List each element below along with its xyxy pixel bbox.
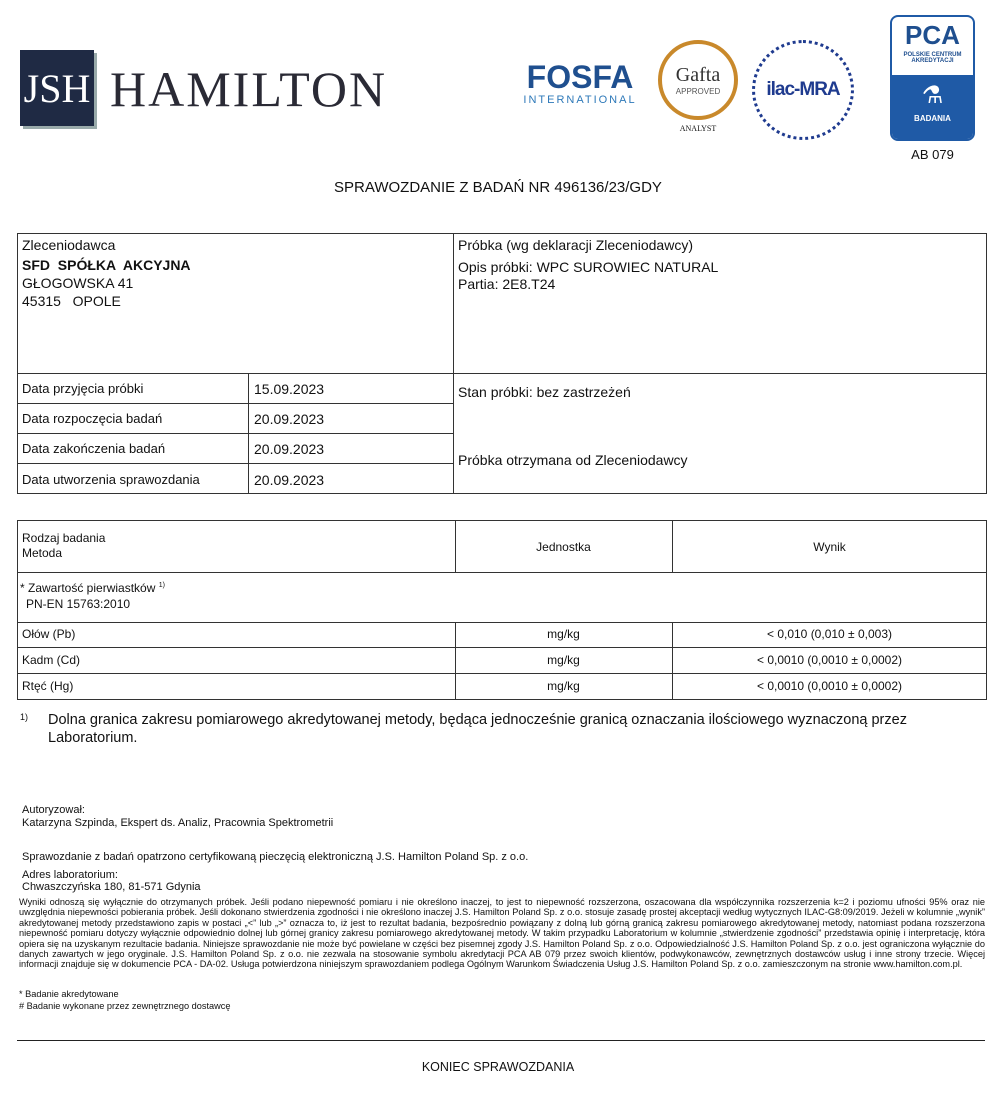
row-result: < 0,0010 (0,0010 ± 0,0002) bbox=[756, 679, 903, 693]
sample-origin: Próbka otrzymana od Zleceniodawcy bbox=[458, 452, 688, 468]
section-name: * Zawartość pierwiastków $^{1)}$ bbox=[20, 581, 165, 595]
ilac-mra-logo: ilac-MRA bbox=[752, 40, 854, 140]
fosfa-logo: FOSFA INTERNATIONAL bbox=[523, 59, 637, 106]
row-name: Kadm (Cd) bbox=[22, 653, 81, 667]
client-city: 45315 OPOLE bbox=[22, 293, 121, 309]
lab-address: Chwaszczyńska 180, 81-571 Gdynia bbox=[22, 881, 201, 893]
date-value: 20.09.2023 bbox=[254, 411, 325, 427]
sample-batch: Partia: 2E8.T24 bbox=[458, 276, 556, 292]
row-name: Ołów (Pb) bbox=[22, 627, 76, 641]
legend-accredited: * Badanie akredytowane bbox=[19, 989, 119, 999]
sample-description: Opis próbki: WPC SUROWIEC NATURAL bbox=[458, 259, 719, 275]
date-value: 20.09.2023 bbox=[254, 472, 325, 488]
sample-label: Próbka (wg deklaracji Zleceniodawcy) bbox=[458, 237, 693, 253]
footnote-marker: 1) bbox=[20, 712, 29, 722]
footnote-text: Dolna granica zakresu pomiarowego akredytowanej metody, będąca jednocześnie granicą oznaczania ilościowego wyznaczoną przez Laboratorium. bbox=[48, 712, 907, 746]
authorization-label: Autoryzował: bbox=[22, 804, 85, 816]
section-method: PN-EN 15763:2010 bbox=[26, 597, 131, 611]
divider bbox=[17, 1040, 985, 1041]
client-label: Zleceniodawca bbox=[22, 237, 116, 253]
sample-state: Stan próbki: bez zastrzeżeń bbox=[458, 384, 631, 400]
report-title: SPRAWOZDANIE Z BADAŃ NR 496136/23/GDY bbox=[334, 179, 662, 196]
date-value: 15.09.2023 bbox=[254, 381, 325, 397]
header-result: Wynik bbox=[813, 540, 846, 554]
date-label: Data utworzenia sprawozdania bbox=[22, 472, 200, 487]
date-label: Data przyjęcia próbki bbox=[22, 381, 144, 396]
flask-icon: ⚗ bbox=[921, 82, 944, 109]
client-name: SFD SPÓŁKA AKCYJNA bbox=[22, 257, 191, 273]
pca-number: AB 079 bbox=[911, 147, 954, 162]
hamilton-logo bbox=[20, 50, 410, 126]
hamilton-monogram: JSH bbox=[20, 50, 94, 126]
row-unit: mg/kg bbox=[547, 653, 580, 667]
date-label: Data rozpoczęcia badań bbox=[22, 411, 163, 426]
pca-logo: PCA POLSKIE CENTRUM AKREDYTACJI ⚗ BADANIA bbox=[890, 15, 975, 141]
row-result: < 0,0010 (0,0010 ± 0,0002) bbox=[756, 653, 903, 667]
row-unit: mg/kg bbox=[547, 679, 580, 693]
row-name: Rtęć (Hg) bbox=[22, 679, 74, 693]
row-unit: mg/kg bbox=[547, 627, 580, 641]
legend-external: # Badanie wykonane przez zewnętrznego dostawcę bbox=[19, 1001, 231, 1011]
end-of-report: KONIEC SPRAWOZDANIA bbox=[421, 1060, 575, 1074]
hamilton-wordmark: HAMILTON bbox=[110, 61, 388, 117]
authorization-person: Katarzyna Szpinda, Ekspert ds. Analiz, Pracownia Spektrometrii bbox=[22, 817, 334, 829]
fine-print: Wyniki odnoszą się wyłącznie do otrzymanych próbek. Jeśli podano niepewność pomiaru i nie określono inaczej, to jest to niepewność rozszerzona, oszacowana dla współczynnika rozszerzenia k=2 i poziomu ufności 95% oraz nie uwzględnia niepewności pobierania próbek. Jeśli dokonano stwierdzenia zgodności i nie określono inaczej J.S. Hamilton Poland Sp. z o.o. stosuje zasadę prostej akceptacji według wytycznych ILAC-G8:09/2019. Jeżeli w kolumnie „wynik” akredytowanej metody przedstawiono zapis w postaci „<” lub „>” oznacza to, iż jest to rezultat badania, bezpośrednio powiązany z dolną lub górną granicą zakresu pomiarowego akredytowanej metody, natomiast podana rozszerzona niepewność pomiaru dotyczy wyłącznie odpowiednio dolnej lub górnej granicy zakresu pomiarowego akredytowanej metody. W takim przypadku Laboratorium w kolumnie „stwierdzenie zgodności” przedstawia opinię i interpretację, która opiera się na uzyskanym rezultacie badania. Niniejsze sprawozdanie nie może być powielane w części bez pisemnej zgody J.S. Hamilton Poland Sp. z o.o. Odpowiedzialność J.S. Hamilton Poland Sp. z o.o. jest ograniczona wyłącznie do danych zawartych w jego oryginale. J.S. Hamilton Poland Sp. z o.o. nie zezwala na stosowanie symbolu akredytacji PCA AB 079 przez swoich klientów, podwykonawców, zewnętrznych dostawców usług i inne strony trzecie. Więcej informacji znajduje się w dokumencie PCA - DA-02. Usługa potwierdzona niniejszym sprawozdaniem podlega Ogólnym Warunkom Świadczenia Usług J.S. Hamilton Poland Sp. z o.o. zamieszczonym na stronie www.hamilton.com.pl. bbox=[19, 897, 985, 970]
gafta-logo: Gafta APPROVED ANALYST bbox=[655, 40, 741, 136]
row-result: < 0,010 (0,010 ± 0,003) bbox=[766, 627, 892, 641]
lab-address-label: Adres laboratorium: bbox=[22, 869, 118, 881]
date-label: Data zakończenia badań bbox=[22, 441, 166, 456]
date-value: 20.09.2023 bbox=[254, 441, 325, 457]
seal-note: Sprawozdanie z badań opatrzono certyfikowaną pieczęcią elektroniczną J.S. Hamilton Poland Sp. z o.o. bbox=[22, 851, 529, 863]
header-type: Rodzaj badania Metoda bbox=[22, 531, 106, 560]
client-street: GŁOGOWSKA 41 bbox=[22, 275, 134, 291]
header-unit: Jednostka bbox=[536, 540, 591, 554]
